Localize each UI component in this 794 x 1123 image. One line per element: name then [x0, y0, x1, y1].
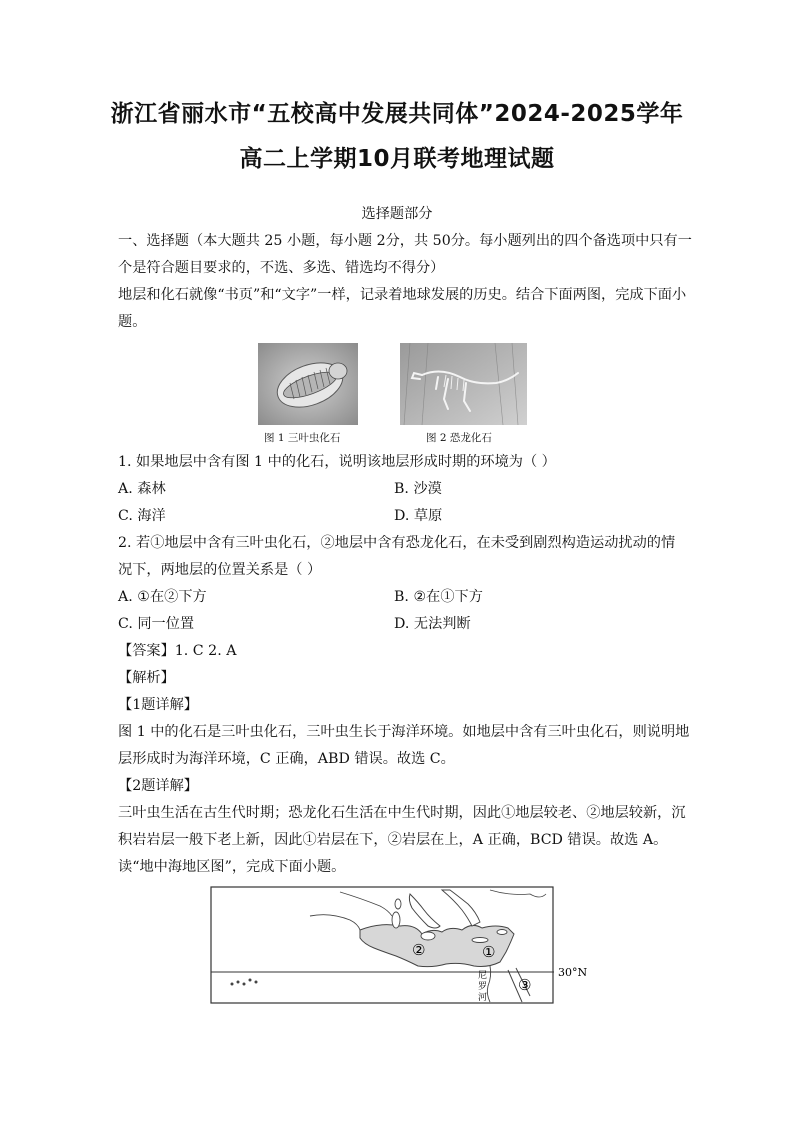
- detail-1-heading: 【1题详解】: [118, 697, 198, 713]
- figure-1-caption: 图 1 三叶虫化石: [264, 432, 341, 444]
- question-2-stem-line-1: 2. 若①地层中含有三叶虫化石，②地层中含有恐龙化石，在未受到剧烈构造运动扰动的情: [118, 535, 676, 551]
- q1-option-d: D. 草原: [394, 508, 443, 524]
- detail-1-line-1: 图 1 中的化石是三叶虫化石，三叶虫生长于海洋环境。如地层中含有三叶虫化石，则说明地: [118, 724, 690, 740]
- trilobite-fossil-image: [258, 343, 358, 425]
- map-marker-2: ②: [412, 941, 426, 959]
- next-question-intro: 读“地中海地区图”，完成下面小题。: [118, 859, 346, 875]
- nile-label-char-2: 罗: [478, 982, 488, 992]
- intro-line-2: 题。: [118, 314, 147, 330]
- document-title-line1: 浙江省丽水市“五校高中发展共同体”2024-2025学年: [110, 101, 684, 127]
- map-marker-1: ①: [482, 943, 496, 961]
- latitude-label: 30°N: [558, 966, 588, 979]
- q1-option-a: A. 森林: [118, 481, 166, 497]
- nile-label-char-3: 河: [478, 993, 488, 1003]
- figure-2-caption: 图 2 恐龙化石: [426, 432, 492, 444]
- intro-line-1: 地层和化石就像“书页”和“文字”一样，记录着地球发展的历史。结合下面两图，完成下面小: [118, 287, 687, 303]
- detail-2-line-1: 三叶虫生活在古生代时期；恐龙化石生活在中生代时期，因此①地层较老、②地层较新，沉: [118, 805, 686, 821]
- document-title-line2: 高二上学期10月联考地理试题: [239, 146, 555, 172]
- q1-option-c: C. 海洋: [118, 508, 166, 524]
- q2-option-c: C. 同一位置: [118, 616, 195, 632]
- question-2-stem-line-2: 况下，两地层的位置关系是（ ）: [118, 562, 322, 578]
- map-marker-3: ③: [518, 976, 532, 994]
- dinosaur-fossil-image: [400, 343, 527, 425]
- instructions-line-1: 一、选择题（本大题共 25 小题，每小题 2分，共 50分。每小题列出的四个备选项中只有一: [118, 233, 692, 249]
- nile-label-char-1: 尼: [478, 971, 488, 981]
- q2-option-b: B. ②在①下方: [394, 589, 483, 605]
- q2-option-a: A. ①在②下方: [118, 589, 207, 605]
- instructions-line-2: 个是符合题目要求的，不选、多选、错选均不得分）: [118, 260, 445, 276]
- mediterranean-map: [210, 886, 600, 1008]
- detail-2-line-2: 积岩岩层一般下老上新，因此①岩层在下，②岩层在上，A 正确，BCD 错误。故选 A。: [118, 832, 668, 848]
- q1-option-b: B. 沙漠: [394, 481, 442, 497]
- question-1-stem: 1. 如果地层中含有图 1 中的化石，说明该地层形成时期的环境为（ ）: [118, 454, 556, 470]
- section-heading: 选择题部分: [361, 206, 433, 222]
- analysis-heading: 【解析】: [118, 670, 175, 686]
- answer-line: 【答案】1. C 2. A: [118, 643, 237, 659]
- detail-1-line-2: 层形成时为海洋环境，C 正确，ABD 错误。故选 C。: [118, 751, 455, 767]
- detail-2-heading: 【2题详解】: [118, 778, 198, 794]
- q2-option-d: D. 无法判断: [394, 616, 471, 632]
